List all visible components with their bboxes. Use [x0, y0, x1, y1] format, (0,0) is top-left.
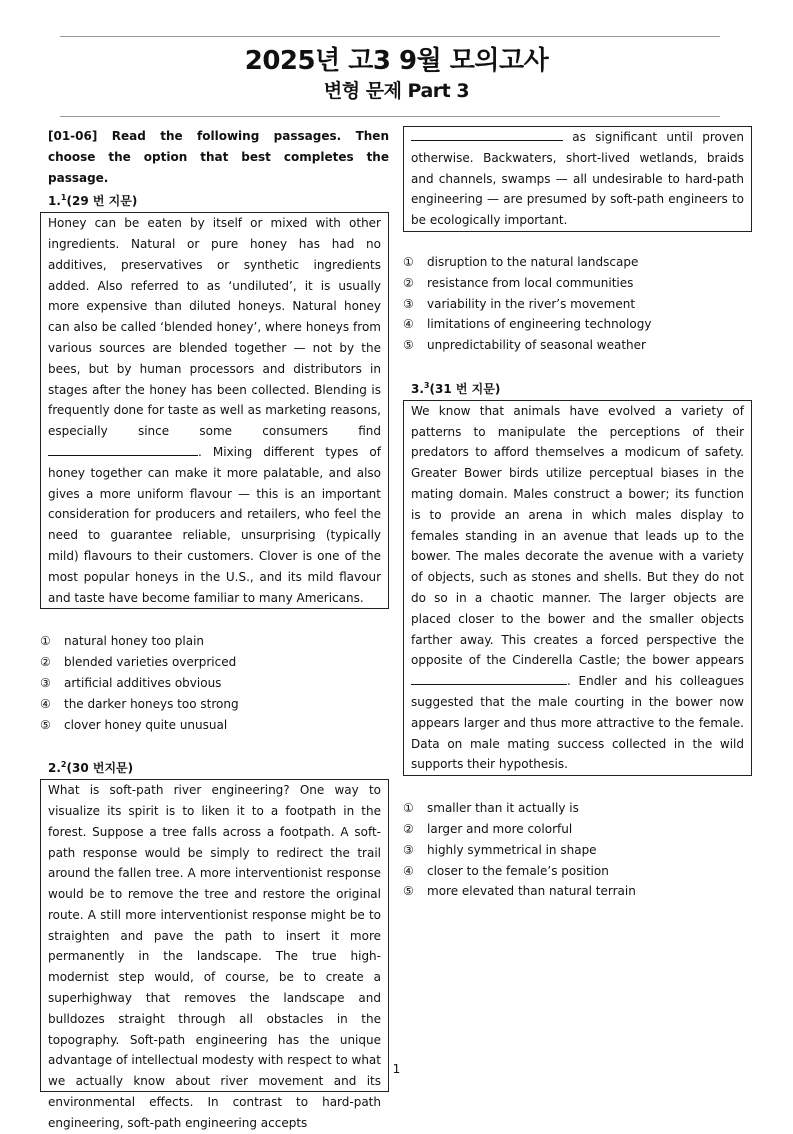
choice-text: artificial additives obvious: [64, 675, 222, 690]
passage-1-text-after: . Mixing different types of honey together can make it more palatable, and also gives a more uniform flavour — this is an important consideration for producers and retailers, who feel the need to guarantee reliable, unsurprising (typically mild) flavours to their customers. Clover is one of the most popular honeys in the U.S., and its mild flavour and taste have become familiar to many Americans.: [48, 444, 381, 605]
right-column: [403, 126, 752, 902]
choice-number: ②: [403, 275, 414, 290]
choice-number: ③: [403, 296, 414, 311]
choice-text: variability in the river’s movement: [427, 296, 636, 311]
question-1-passage: [40, 212, 389, 609]
question-1-heading: [48, 188, 389, 212]
choice-number: ④: [403, 317, 414, 332]
choice-3-2[interactable]: [403, 819, 752, 840]
passage-2-blank: [411, 129, 563, 141]
choice-1-1[interactable]: [40, 631, 389, 652]
choice-1-3[interactable]: [40, 673, 389, 694]
question-1-number: 1.: [48, 194, 61, 209]
choice-text: natural honey too plain: [64, 634, 205, 649]
passage-1-blank: [48, 444, 198, 456]
passage-3-text-after: . Endler and his colleagues suggested that the male courting in the bower now appears larger and thus more attractive to the female. Data on male mating success collected in the wild supports their hypothesis.: [411, 674, 744, 772]
question-2-heading: [48, 755, 389, 779]
choice-number: ④: [403, 863, 414, 878]
question-3-number: 3.: [411, 381, 424, 396]
question-1-source: (29 번 지문): [66, 194, 138, 209]
question-3-heading: [411, 376, 752, 400]
question-1-footnote-marker: 1: [60, 193, 67, 203]
question-2-number: 2.: [48, 761, 61, 776]
question-2-passage-part-1: [40, 779, 389, 1130]
passage-2-text-before: What is soft-path river engineering? One way to visualize its spirit is to liken it to a footpath in the forest. Suppose a tree falls across a footpath. A soft-path response would be simply to redirect the trail around the fallen tree. A more interventionist response would be to remove the tree and restore the original route. A still more interventionist response might be to straighten and pave the path to insert it more permanently in the landscape. The true high-modernist step would, of course, be to create a superhighway that removes the landscape and bulldozes straight through all obstacles in the topography. Soft-path engineering has the unique advantage of intellectual modesty with respect to what we actually know about river movement and its environmental effects. In contrast to hard-path engineering, soft-path engineering accepts: [48, 783, 381, 1130]
choice-number: ④: [40, 696, 51, 711]
choice-text: disruption to the natural landscape: [427, 254, 639, 269]
choice-text: smaller than it actually is: [427, 801, 579, 816]
passage-3-text-before: We know that animals have evolved a variety of patterns to manipulate the perceptions of their predators to afford themselves a modicum of safety. Greater Bower birds utilize perceptual biases in the mating domain. Males construct a bower; its function is to provide an arena in which males display to females standing in an avenue that leads up to the bower. The males decorate the avenue with a variety of objects, such as stones and shells. But they do not do so in a chaotic manner. The larger objects are placed closer to the bower and the smaller objects farther away. This creates a forced perspective the opposite of the Cinderella Castle; the bower appears: [411, 403, 744, 668]
choice-number: ①: [40, 634, 51, 649]
page-number: 1: [392, 1062, 401, 1076]
question-2-footnote-marker: 2: [60, 760, 67, 770]
choice-3-3[interactable]: [403, 840, 752, 861]
question-2-choices: [403, 252, 752, 356]
choice-number: ①: [403, 254, 414, 269]
choice-text: limitations of engineering technology: [427, 317, 652, 332]
choice-2-1[interactable]: [403, 252, 752, 273]
choice-2-2[interactable]: [403, 273, 752, 294]
passage-2-text-after: as significant until proven otherwise. Backwaters, short-lived wetlands, braids and channels, swamps — all undesirable to hard-path engineering — are presumed by soft-path engineers to be ecologically important.: [411, 130, 744, 228]
top-rule: [60, 36, 720, 37]
choice-number: ③: [403, 842, 414, 857]
choice-1-5[interactable]: [40, 715, 389, 736]
choice-number: ①: [403, 801, 414, 816]
page-title: 2025년 고3 9월 모의고사: [244, 46, 549, 76]
choice-1-4[interactable]: [40, 694, 389, 715]
question-2-source: (30 번지문): [66, 761, 134, 776]
choice-number: ⑤: [40, 717, 51, 732]
passage-3-blank: [411, 673, 567, 685]
choice-number: ②: [40, 655, 51, 670]
choice-2-4[interactable]: [403, 314, 752, 335]
choice-1-2[interactable]: [40, 652, 389, 673]
choice-number: ②: [403, 821, 414, 836]
choice-text: the darker honeys too strong: [64, 696, 239, 711]
choice-text: resistance from local communities: [427, 275, 634, 290]
choice-2-3[interactable]: [403, 294, 752, 315]
question-2-passage-part-2: [403, 126, 752, 232]
question-3-footnote-marker: 3: [423, 380, 430, 390]
choice-text: closer to the female’s position: [427, 863, 609, 878]
header-rule: [60, 116, 720, 117]
choice-number: ③: [40, 675, 51, 690]
choice-text: clover honey quite unusual: [64, 717, 228, 732]
choice-text: larger and more colorful: [427, 821, 573, 836]
choice-number: ⑤: [403, 884, 414, 899]
choice-text: unpredictability of seasonal weather: [427, 338, 646, 353]
choice-text: more elevated than natural terrain: [427, 884, 636, 899]
choice-3-5[interactable]: [403, 881, 752, 902]
choice-text: blended varieties overpriced: [64, 655, 237, 670]
question-3-source: (31 번 지문): [429, 381, 501, 396]
choice-text: highly symmetrical in shape: [427, 842, 597, 857]
question-3-choices: [403, 798, 752, 902]
passage-1-text-before: Honey can be eaten by itself or mixed with other ingredients. Natural or pure honey has had no additives, preservatives or synthetic ingredients added. Also referred to as ‘undiluted’, it is usually more expensive than diluted honeys. Natural honey can also be called ‘blended honey’, where honeys from various sources are blended together — not by the bees, but by human processors and distributors in stages after the honey has been collected. Blending is frequently done for taste as well as marketing reasons, especially since some consumers find: [48, 216, 381, 439]
choice-2-5[interactable]: [403, 335, 752, 356]
left-column: [40, 126, 389, 1130]
instruction-text: [01-06] Read the following passages. Then choose the option that best completes the passage.: [48, 129, 389, 185]
page-subtitle: 변형 문제 Part 3: [323, 80, 470, 102]
question-3-passage: [403, 400, 752, 776]
choice-number: ⑤: [403, 338, 414, 353]
choice-3-4[interactable]: [403, 861, 752, 882]
question-1-choices: [40, 631, 389, 735]
choice-3-1[interactable]: [403, 798, 752, 819]
